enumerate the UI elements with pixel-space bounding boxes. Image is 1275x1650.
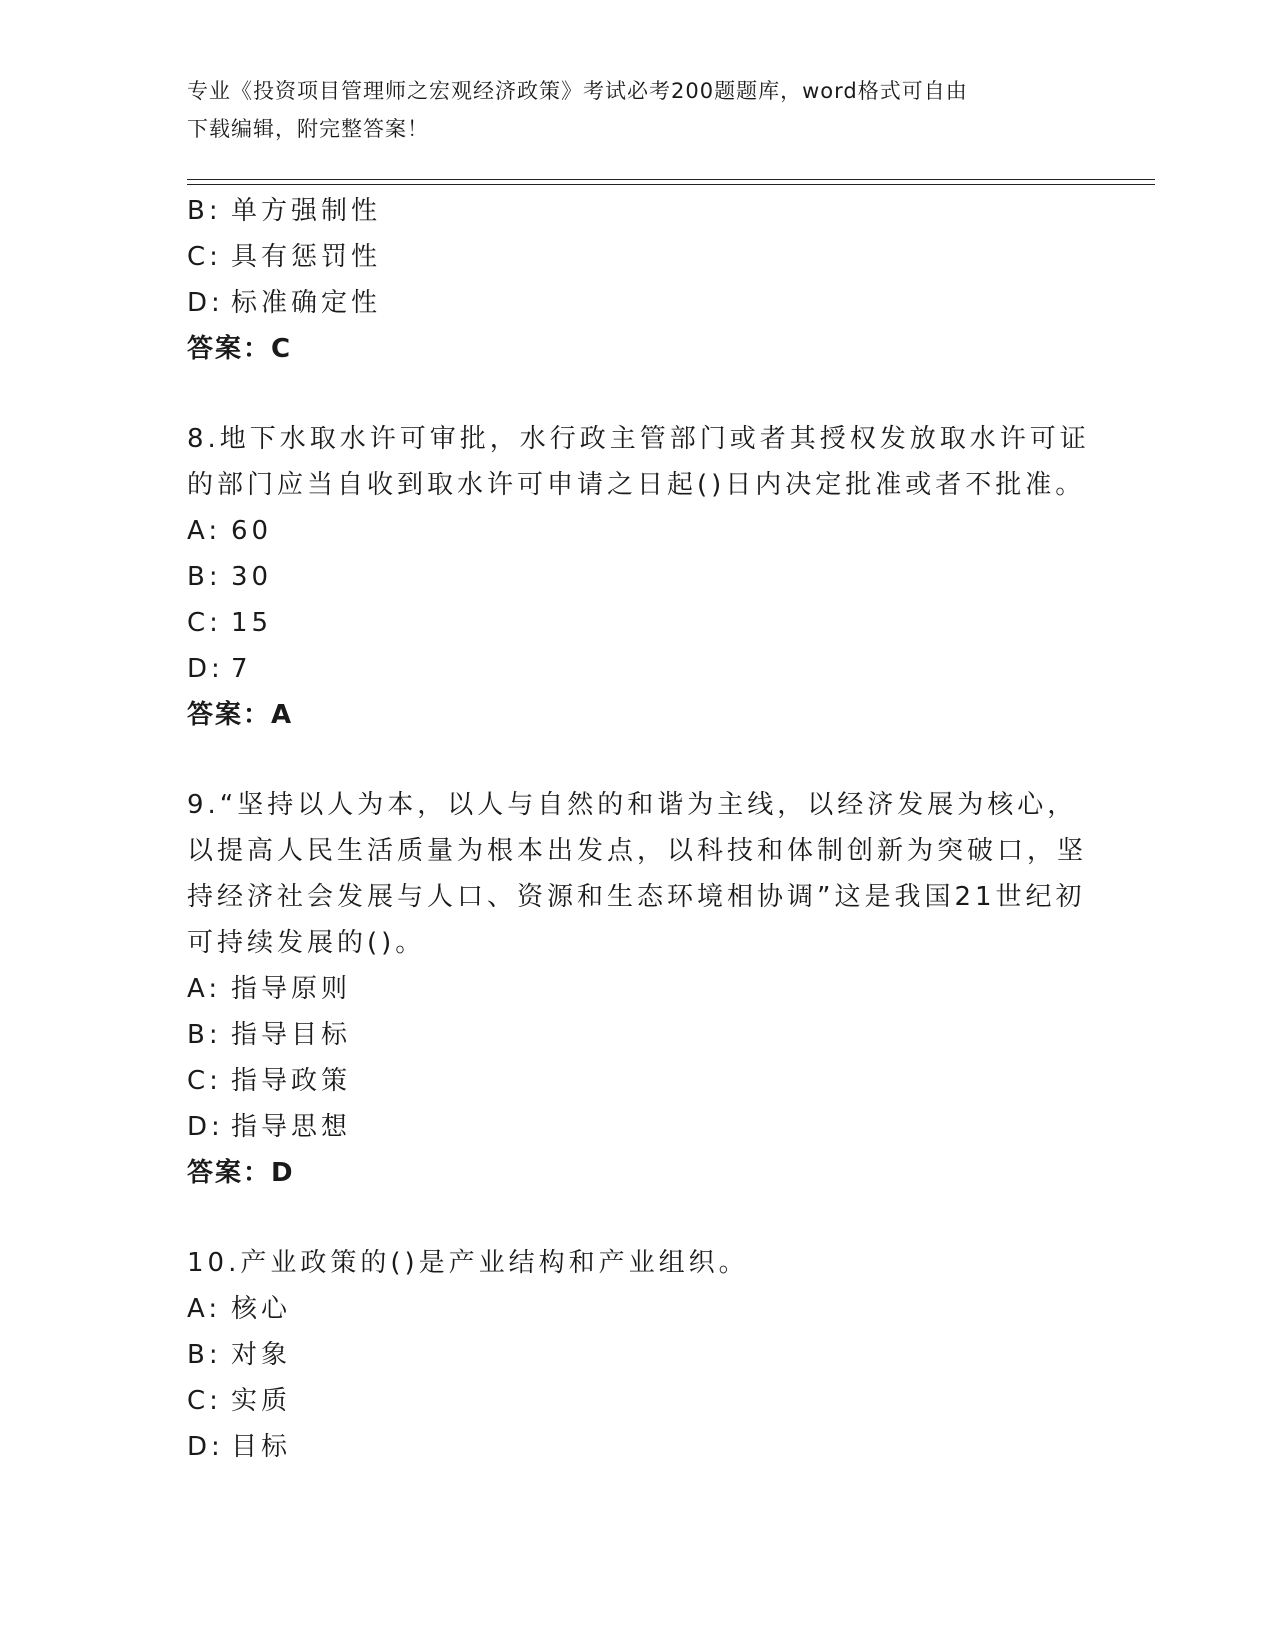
option-key: B:	[187, 562, 222, 592]
answer-line: 答案：A	[187, 700, 294, 730]
option-text: 具有惩罚性	[231, 242, 382, 272]
option-b	[187, 554, 1107, 600]
spacer	[187, 372, 1107, 416]
question-block-prev	[187, 188, 1107, 372]
option-text: 核心	[231, 1294, 292, 1324]
option-c	[187, 600, 1107, 646]
document-header	[187, 72, 1067, 148]
option-b	[187, 188, 1107, 234]
header-line-2: 下载编辑，附完整答案！	[187, 117, 429, 141]
spacer	[187, 1196, 1107, 1240]
option-key: D:	[187, 1112, 224, 1142]
option-text: 15	[231, 608, 273, 638]
question-body	[187, 188, 1107, 1470]
option-text: 标准确定性	[231, 288, 382, 318]
option-key: D:	[187, 654, 224, 684]
option-text: 指导思想	[231, 1112, 352, 1142]
option-c	[187, 234, 1107, 280]
option-key: B:	[187, 1340, 222, 1370]
answer-line: 答案：D	[187, 1158, 295, 1188]
option-key: C:	[187, 608, 222, 638]
option-text: 7	[231, 654, 252, 684]
header-divider-bottom	[187, 184, 1155, 185]
option-d	[187, 1424, 1107, 1470]
option-key: B:	[187, 196, 222, 226]
option-key: D:	[187, 288, 224, 318]
question-text-line: 9.“坚持以人为本，以人与自然的和谐为主线，以经济发展为核心，	[187, 790, 1078, 820]
option-c	[187, 1378, 1107, 1424]
question-block-9	[187, 782, 1107, 1196]
header-divider-top	[187, 179, 1155, 180]
option-d	[187, 1104, 1107, 1150]
option-b	[187, 1332, 1107, 1378]
option-b	[187, 1012, 1107, 1058]
question-text-line: 10.产业政策的()是产业结构和产业组织。	[187, 1248, 749, 1278]
option-key: A:	[187, 1294, 222, 1324]
answer-line: 答案：C	[187, 334, 293, 364]
option-d	[187, 280, 1107, 326]
option-a	[187, 1286, 1107, 1332]
option-text: 30	[231, 562, 273, 592]
option-text: 实质	[231, 1386, 292, 1416]
option-text: 目标	[231, 1432, 292, 1462]
option-text: 单方强制性	[231, 196, 382, 226]
option-text: 对象	[231, 1340, 292, 1370]
option-text: 指导原则	[231, 974, 352, 1004]
option-a	[187, 966, 1107, 1012]
option-text: 60	[231, 516, 273, 546]
option-key: C:	[187, 242, 222, 272]
option-key: A:	[187, 974, 222, 1004]
question-text-line: 以提高人民生活质量为根本出发点，以科技和体制创新为突破口，坚	[187, 836, 1088, 866]
question-text-line: 的部门应当自收到取水许可申请之日起()日内决定批准或者不批准。	[187, 470, 1086, 500]
option-a	[187, 508, 1107, 554]
option-key: C:	[187, 1066, 222, 1096]
option-key: A:	[187, 516, 222, 546]
question-block-10	[187, 1240, 1107, 1470]
option-d	[187, 646, 1107, 692]
option-key: B:	[187, 1020, 222, 1050]
question-text-line: 可持续发展的()。	[187, 928, 426, 958]
option-key: D:	[187, 1432, 224, 1462]
option-text: 指导目标	[231, 1020, 352, 1050]
option-key: C:	[187, 1386, 222, 1416]
question-block-8	[187, 416, 1107, 738]
option-c	[187, 1058, 1107, 1104]
question-text-line: 持经济社会发展与人口、资源和生态环境相协调”这是我国21世纪初	[187, 882, 1086, 912]
option-text: 指导政策	[231, 1066, 352, 1096]
question-text-line: 8.地下水取水许可审批，水行政主管部门或者其授权发放取水许可证	[187, 424, 1090, 454]
header-line-1: 专业《投资项目管理师之宏观经济政策》考试必考200题题库，word格式可自由	[187, 79, 968, 103]
spacer	[187, 738, 1107, 782]
